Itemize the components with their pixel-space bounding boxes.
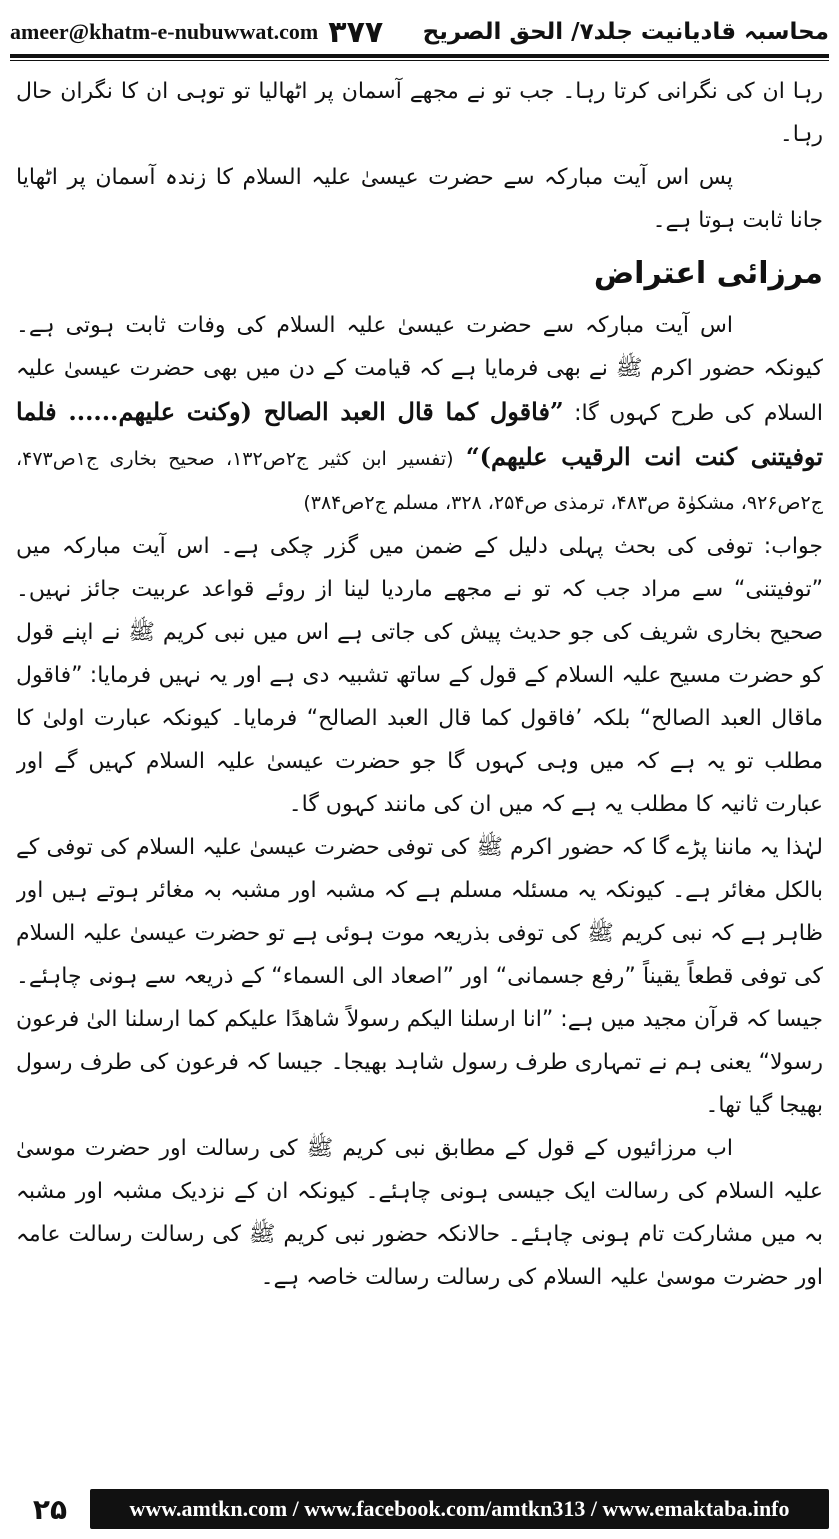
- header-page-number: ۳۷۷: [328, 14, 384, 50]
- section-heading: مرزائی اعتراض: [593, 256, 823, 291]
- page-header: [10, 12, 829, 52]
- header-email: ameer@khatm-e-nubuwwat.com: [10, 19, 319, 44]
- paragraph-6: اب مرزائیوں کے قول کے مطابق نبی کریم ﷺ کی رسالت اور حضرت موسیٰ علیہ السلام کی رسالت ایک جیسی ہونی چاہئے۔ کیونکہ ان کے نزدیک مشبہ اور مشبہ بہ میں مشارکت تام ہونی چاہئے۔ حالانکہ حضور نبی کریم ﷺ کی رسالت رسالت عامہ اور حضرت موسیٰ علیہ السلام کی رسالت رسالت خاصہ ہے۔: [16, 1136, 823, 1290]
- paragraph-4: جواب: توفی کی بحث پہلی دلیل کے ضمن میں گزر چکی ہے۔ اس آیت مبارکہ میں ”توفیتنی“ سے مراد جب کہ تو نے مجھے ماردیا لینا از روئے قواعد عربیت جائز نہیں۔ صحیح بخاری شریف کی جو حدیث پیش کی جاتی ہے اس میں نبی کریم ﷺ نے اپنے قول کو حضرت مسیح علیہ السلام کے قول کے ساتھ تشبیہ دی ہے اور یہ نہیں فرمایا: ”فاقول ماقال العبد الصالح“ بلکہ ’فاقول کما قال العبد الصالح“ فرمایا۔ کیونکہ عبارت اولیٰ کا مطلب تو یہ ہے کہ میں وہی کہوں گا جو حضرت عیسیٰ علیہ السلام کہیں گے اور عبارت ثانیہ کا مطلب یہ ہے کہ میں ان کی مانند کہوں گا۔: [16, 534, 823, 817]
- header-book-title: محاسبہ قادیانیت جلد۷/ الحق الصریح: [422, 19, 829, 45]
- footer-links: www.amtkn.com / www.facebook.com/amtkn313 / www.emaktaba.info: [129, 1496, 790, 1521]
- paragraph-1: رہا ان کی نگرانی کرتا رہا۔ جب تو نے مجھے آسمان پر اٹھالیا تو توہی ان کا نگران حال رہا۔: [16, 79, 823, 147]
- page-body: [16, 70, 823, 1481]
- paragraph-2: پس اس آیت مبارکہ سے حضرت عیسیٰ علیہ السلام کا زندہ آسمان پر اٹھایا جانا ثابت ہوتا ہے۔: [16, 165, 823, 233]
- paragraph-3-text: اس آیت مبارکہ سے حضرت عیسیٰ علیہ السلام کی وفات ثابت ہوتی ہے۔ کیونکہ حضور اکرم ﷺ نے بھی فرمایا ہے کہ قیامت کے دن میں بھی حضرت عیسیٰ علیہ السلام کی طرح کہوں گا:: [16, 313, 823, 426]
- reference-citation: (تفسیر ابن کثیر ج۲ص۱۳۲، صحیح بخاری ج۱ص۴۷۳، ج۲ص۹۲۶، مشکوٰۃ ص۴۸۳، ترمذی ص۲۵۴، ۳۲۸، مسلم ج۲ص۳۸۴): [16, 448, 823, 514]
- paragraph-5: لہٰذا یہ ماننا پڑے گا کہ حضور اکرم ﷺ کی توفی حضرت عیسیٰ علیہ السلام کی توفی کے بالکل مغائر ہے۔ کیونکہ یہ مسئلہ مسلم ہے کہ مشبہ اور مشبہ بہ مغائر ہوتے ہیں اور ظاہر ہے کہ نبی کریم ﷺ کی توفی بذریعہ موت ہوئی ہے تو حضرت عیسیٰ علیہ السلام کی توفی قطعاً یقیناً ”رفع جسمانی“ اور ”اصعاد الی السماء“ کے ذریعہ سے ہونی چاہئے۔ جیسا کہ قرآن مجید میں ہے: ”انا ارسلنا الیکم رسولاً شاھدًا علیکم کما ارسلنا الیٰ فرعون رسولا“ یعنی ہم نے تمہاری طرف رسول شاہد بھیجا۔ جیسا کہ فرعون کی طرف رسول بھیجا گیا تھا۔: [16, 835, 823, 1118]
- footer-folio: ۲۵: [32, 1492, 68, 1526]
- paragraph-3: [16, 304, 823, 525]
- footer-links-bar: [90, 1489, 829, 1529]
- arabic-quote: ”فاقول کما قال العبد الصالح (وکنت علیھم...... فلما توفیتنی کنت انت الرقیب علیھم)“: [16, 397, 823, 471]
- header-rule: [10, 54, 829, 61]
- page-footer: [10, 1487, 829, 1531]
